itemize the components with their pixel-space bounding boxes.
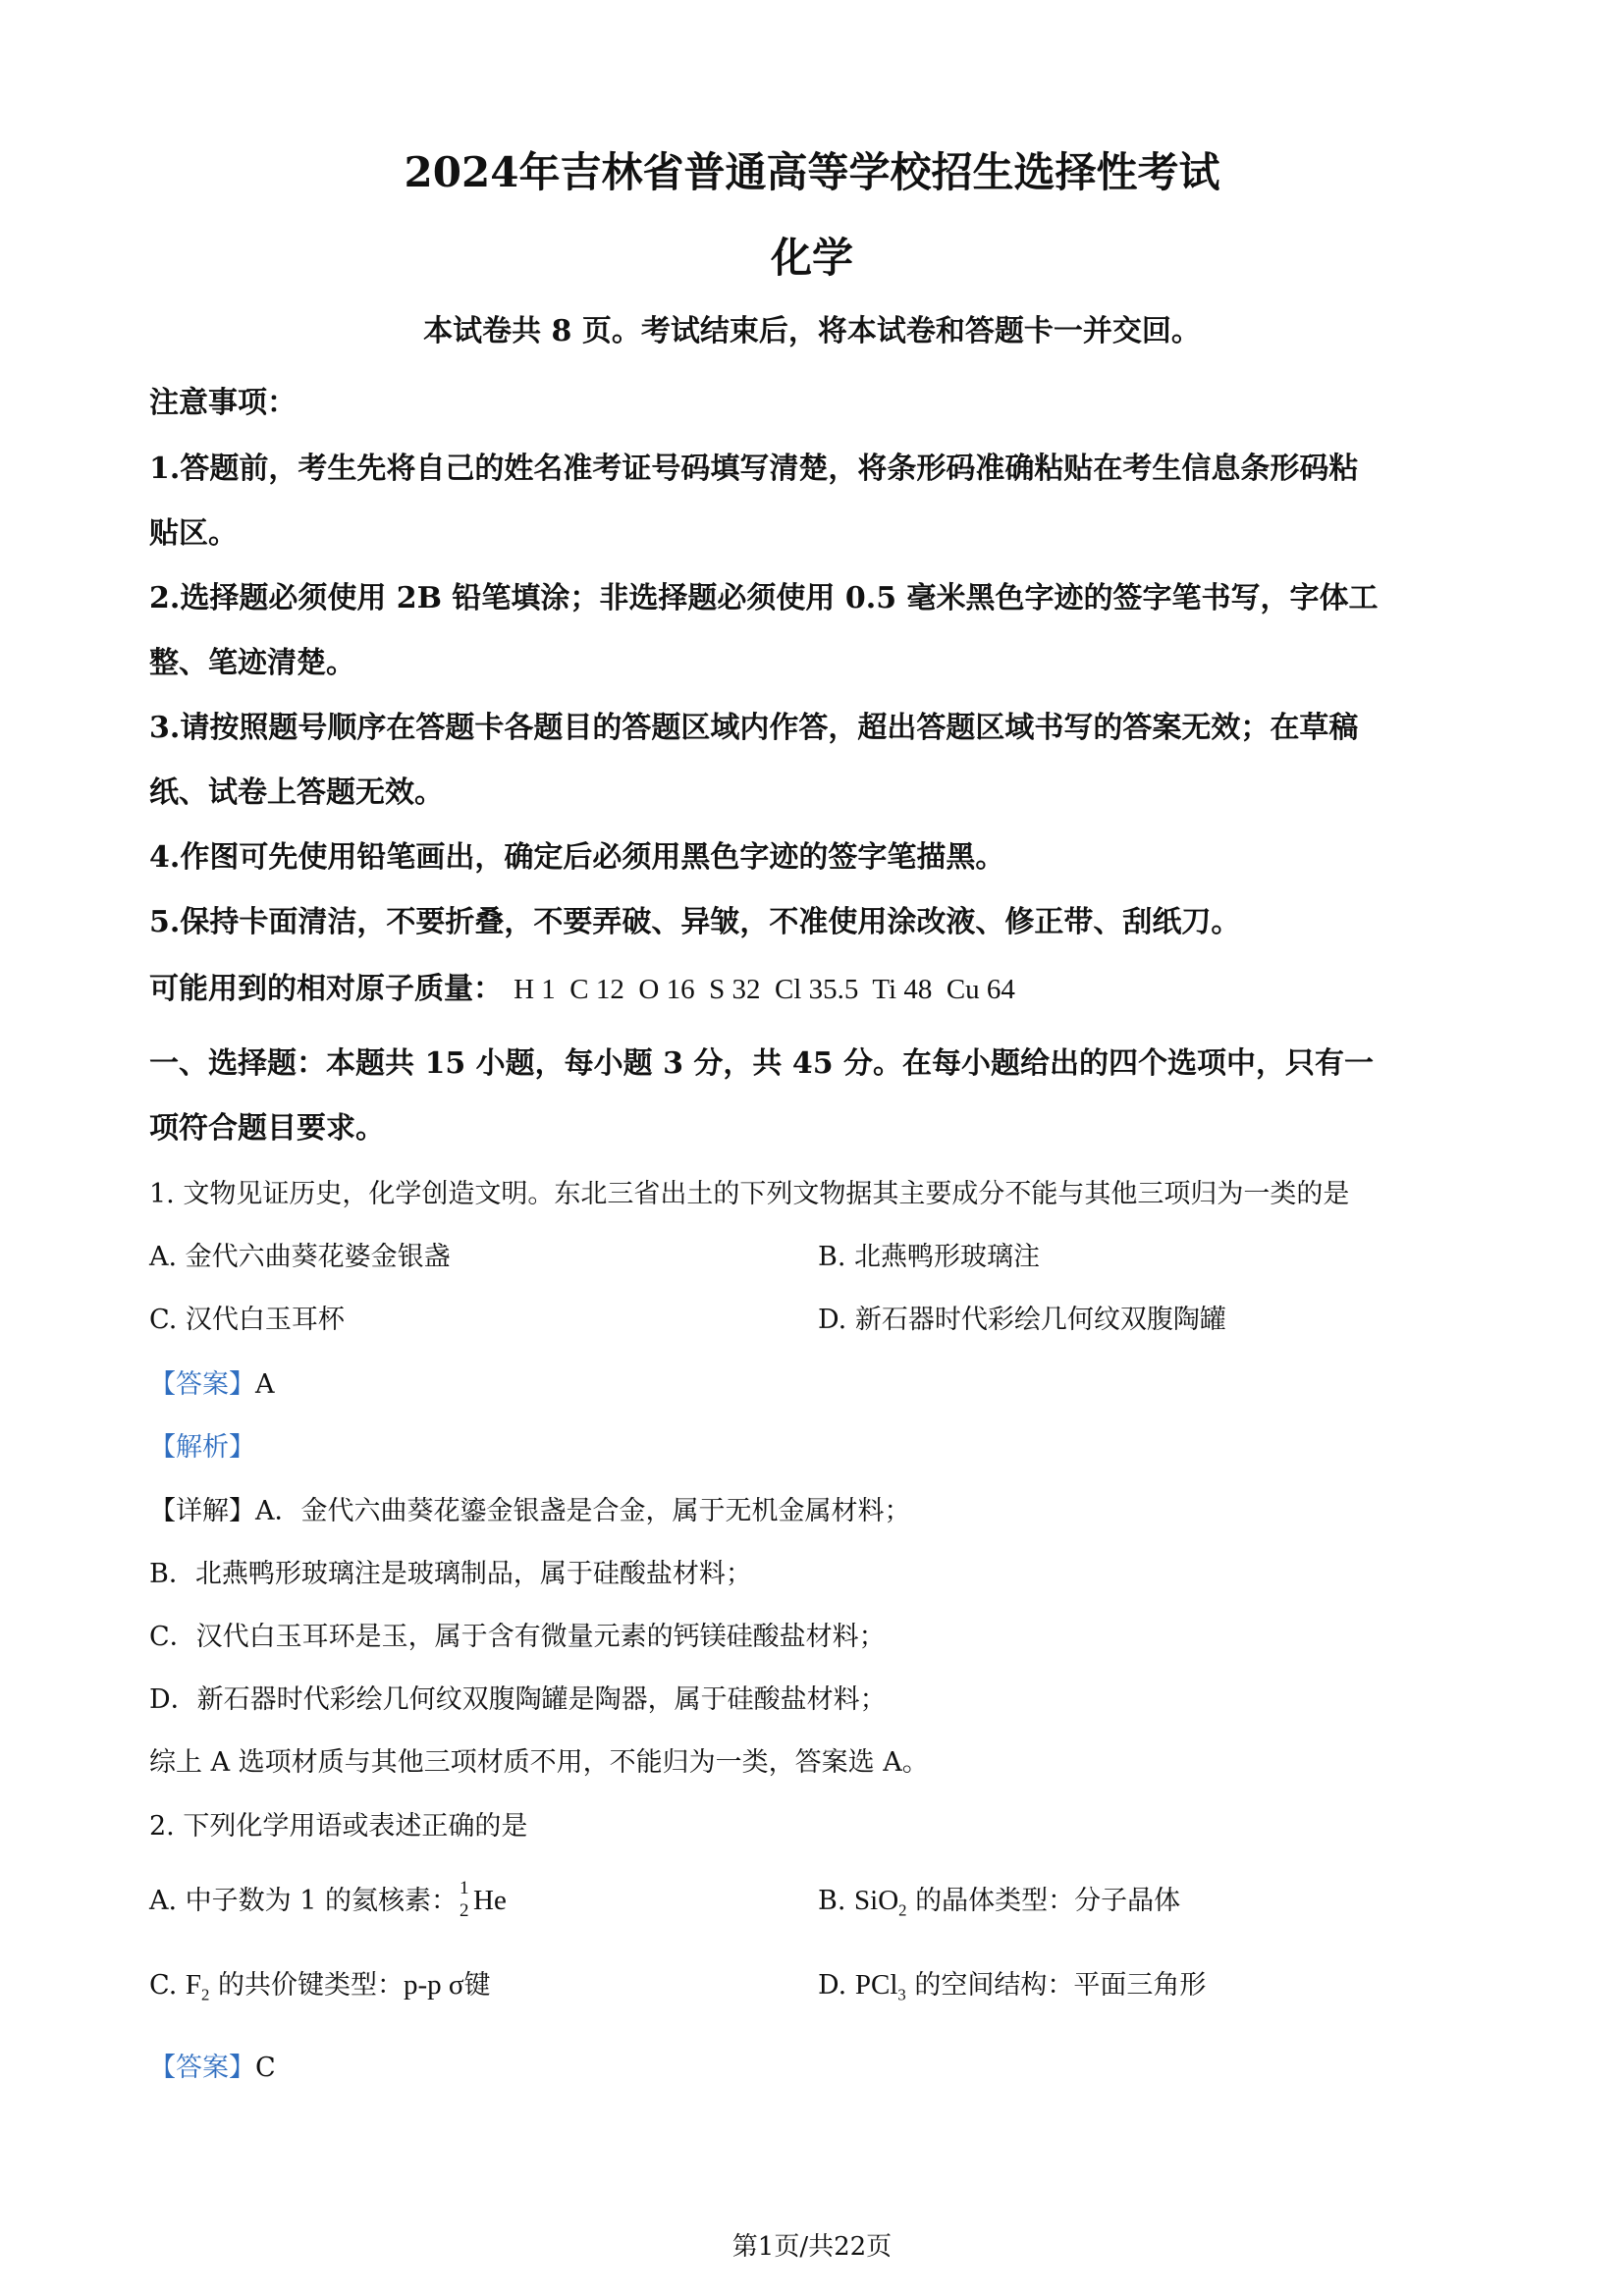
nuclide-mass-number: 1 xyxy=(460,1877,469,1898)
nuclide-atomic-number: 2 xyxy=(460,1899,469,1921)
q1-detail-c: C．汉代白玉耳环是玉，属于含有微量元素的钙镁硅酸盐材料； xyxy=(149,1622,886,1652)
note-5: 5.保持卡面清洁，不要折叠，不要弄破、异皱，不准使用涂改液、修正带、刮纸刀。 xyxy=(149,905,1241,939)
q2-option-d-letter: D. xyxy=(818,1970,847,2001)
atomic-mass-label: 可能用到的相对原子质量： xyxy=(149,972,503,1006)
q1-answer xyxy=(149,1362,275,1401)
note-4: 4.作图可先使用铅笔画出，确定后必须用黑色字迹的签字笔描黑。 xyxy=(149,840,1005,875)
q2-answer-label: 【答案】 xyxy=(149,2053,255,2083)
section-1-line-2: 项符合题目要求。 xyxy=(149,1111,385,1146)
q2-option-a-text: A. 中子数为 1 的氦核素： xyxy=(149,1886,459,1916)
nuclide-symbol: He xyxy=(473,1885,507,1916)
q2-option-d-text: 的空间结构：平面三角形 xyxy=(914,1970,1207,2001)
q2-option-b xyxy=(818,1879,1181,1920)
q2-option-b-text: 的晶体类型：分子晶体 xyxy=(915,1886,1181,1916)
exam-intro: 本试卷共 8 页。考试结束后，将本试卷和答题卡一并交回。 xyxy=(423,314,1201,348)
section-1-line-1: 一、选择题：本题共 15 小题，每小题 3 分，共 45 分。在每小题给出的四个选项中，只有一 xyxy=(149,1046,1375,1081)
q2-answer xyxy=(149,2046,276,2084)
q1-option-c: C. 汉代白玉耳杯 xyxy=(149,1305,345,1335)
q1-detail-b: B．北燕鸭形玻璃注是玻璃制品，属于硅酸盐材料； xyxy=(149,1559,752,1589)
sio2-formula: SiO xyxy=(854,1885,899,1916)
note-1-line-1: 1.答题前，考生先将自己的姓名准考证号码填写清楚，将条形码准确粘贴在考生信息条形码粘 xyxy=(149,452,1359,486)
q1-detail-a-text: A．金代六曲葵花鎏金银盏是合金，属于无机金属材料； xyxy=(255,1496,911,1526)
exam-title: 2024年吉林省普通高等学校招生选择性考试 xyxy=(404,148,1220,196)
atomic-mass-values: H 1 C 12 O 16 S 32 Cl 35.5 Ti 48 Cu 64 xyxy=(514,974,1015,1005)
q2-option-b-letter: B. xyxy=(818,1886,846,1916)
page-footer: 第1页/共22页 xyxy=(731,2232,893,2262)
q1-answer-value: A xyxy=(255,1369,275,1400)
sio2-subscript: 2 xyxy=(898,1900,907,1920)
q2-option-c-letter: C. xyxy=(149,1970,178,2001)
q1-stem: 1. 文物见证历史，化学创造文明。东北三省出土的下列文物据其主要成分不能与其他三项归为一类的是 xyxy=(149,1179,1350,1209)
q1-option-d: D. 新石器时代彩绘几何纹双腹陶罐 xyxy=(818,1305,1226,1335)
q2-option-d xyxy=(818,1963,1206,2002)
atomic-mass-line xyxy=(149,964,1015,1007)
helium-nuclide xyxy=(458,1877,473,1921)
q1-analysis xyxy=(149,1425,255,1464)
note-2-line-1: 2.选择题必须使用 2B 铅笔填涂；非选择题必须使用 0.5 毫米黑色字迹的签字笔书写，字体工 xyxy=(149,581,1379,615)
f2-formula: F xyxy=(185,1969,202,2001)
q2-stem: 2. 下列化学用语或表述正确的是 xyxy=(149,1811,528,1842)
q1-detail-a xyxy=(149,1489,911,1527)
pcl3-subscript: 3 xyxy=(897,1985,906,2004)
bond-type: p-p σ xyxy=(403,1969,464,2001)
note-1-line-2: 贴区。 xyxy=(149,516,238,551)
q1-option-b: B. 北燕鸭形玻璃注 xyxy=(818,1242,1041,1272)
notes-heading: 注意事项： xyxy=(149,386,297,420)
q1-detail-d: D．新石器时代彩绘几何纹双腹陶罐是陶器，属于硅酸盐材料； xyxy=(149,1684,887,1715)
q2-answer-value: C xyxy=(255,2053,276,2083)
q1-detail-label: 【详解】 xyxy=(149,1496,255,1526)
q1-answer-label: 【答案】 xyxy=(149,1369,255,1400)
q1-option-a: A. 金代六曲葵花婆金银盏 xyxy=(149,1242,451,1272)
note-3-line-1: 3.请按照题号顺序在答题卡各题目的答题区域内作答，超出答题区域书写的答案无效；在草稿 xyxy=(149,711,1359,745)
q2-option-a xyxy=(149,1877,507,1921)
q1-summary: 综上 A 选项材质与其他三项材质不用，不能归为一类，答案选 A。 xyxy=(149,1747,929,1778)
pcl3-formula: PCl xyxy=(854,1969,898,2001)
q2-option-c xyxy=(149,1963,491,2002)
q1-analysis-label: 【解析】 xyxy=(149,1432,255,1463)
f2-subscript: 2 xyxy=(201,1985,210,2004)
note-3-line-2: 纸、试卷上答题无效。 xyxy=(149,775,444,810)
q2-option-c-text: 的共价键类型： xyxy=(217,1970,404,2001)
q2-option-c-end: 键 xyxy=(463,1970,491,2001)
note-2-line-2: 整、笔迹清楚。 xyxy=(149,646,355,680)
subject-title: 化学 xyxy=(770,234,853,282)
